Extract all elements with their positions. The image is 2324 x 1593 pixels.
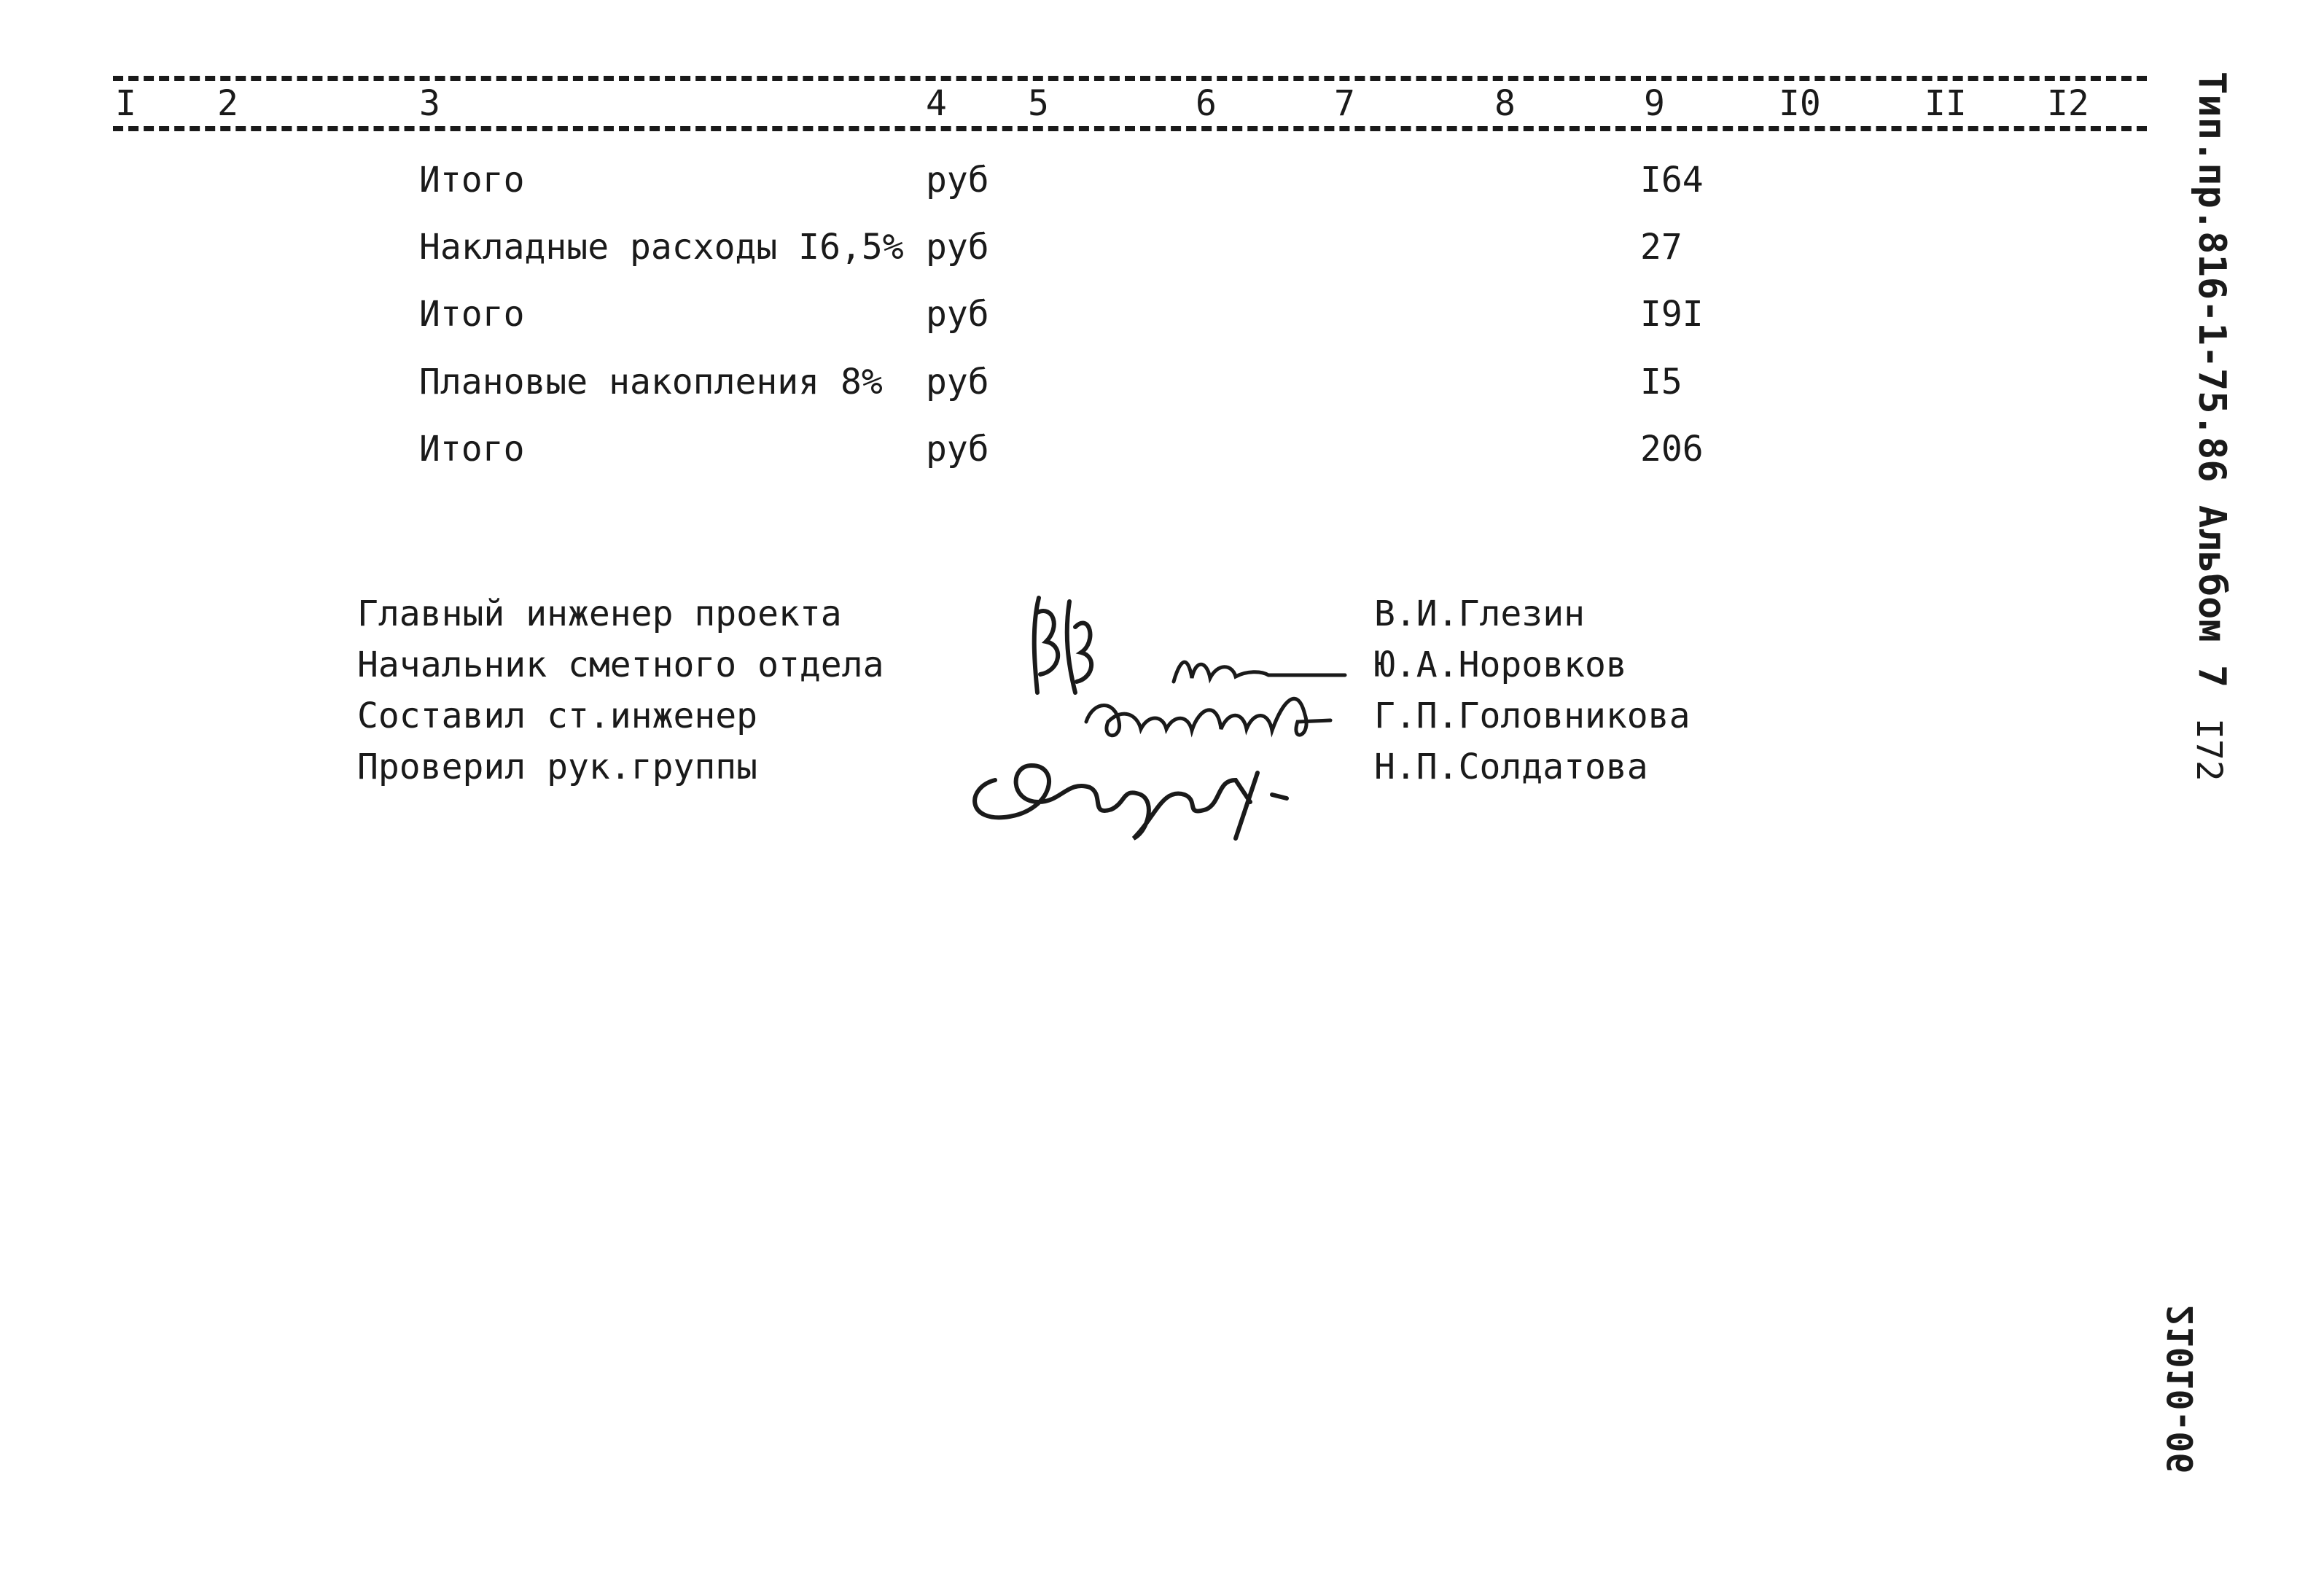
signatory-role: Главный инженер проекта xyxy=(357,593,842,634)
row-unit: руб xyxy=(926,160,989,200)
column-number-5: 5 xyxy=(1028,83,1049,124)
row-name: Итого xyxy=(419,160,525,200)
column-number-8: 8 xyxy=(1494,83,1516,124)
column-number-2: 2 xyxy=(217,83,238,124)
row-name: Итого xyxy=(419,429,525,470)
signatory-name: В.И.Глезин xyxy=(1374,593,1585,634)
handwritten-signature xyxy=(1079,671,1341,751)
header-top-rule xyxy=(113,76,2147,81)
column-number-3: 3 xyxy=(419,83,440,124)
signatory-name: Ю.А.Норовков xyxy=(1374,644,1627,685)
row-value: I9I xyxy=(1640,294,1704,335)
row-value: 27 xyxy=(1640,227,1682,268)
column-number-9: 9 xyxy=(1644,83,1665,124)
row-name: Итого xyxy=(419,294,525,335)
archive-code: 21010-06 xyxy=(2161,1305,2202,1474)
row-value: I64 xyxy=(1640,160,1704,200)
signatory-role: Проверил рук.группы xyxy=(357,747,758,787)
column-number-4: 4 xyxy=(926,83,947,124)
row-unit: руб xyxy=(926,429,989,470)
signatory-name: Г.П.Головникова xyxy=(1374,696,1691,736)
page-number: I72 xyxy=(2188,718,2229,782)
column-number-11: II xyxy=(1925,83,1967,124)
column-number-7: 7 xyxy=(1334,83,1355,124)
row-unit: руб xyxy=(926,227,989,268)
signatory-role: Начальник сметного отдела xyxy=(357,644,884,685)
document-code-title: Тип.пр.816-1-75.86 Альбом 7 xyxy=(2190,71,2234,688)
column-number-1: I xyxy=(115,83,136,124)
row-unit: руб xyxy=(926,294,989,335)
row-value: 206 xyxy=(1640,429,1704,470)
column-number-6: 6 xyxy=(1196,83,1217,124)
row-name: Плановые накопления 8% xyxy=(419,362,883,402)
row-value: I5 xyxy=(1640,362,1682,402)
row-unit: руб xyxy=(926,362,989,402)
handwritten-signature xyxy=(966,744,1316,846)
row-name: Накладные расходы I6,5% xyxy=(419,227,904,268)
signatory-name: Н.П.Солдатова xyxy=(1374,747,1648,787)
column-number-10: I0 xyxy=(1779,83,1821,124)
column-number-12: I2 xyxy=(2047,83,2089,124)
header-bottom-rule xyxy=(113,126,2147,131)
signatory-role: Составил ст.инженер xyxy=(357,696,758,736)
